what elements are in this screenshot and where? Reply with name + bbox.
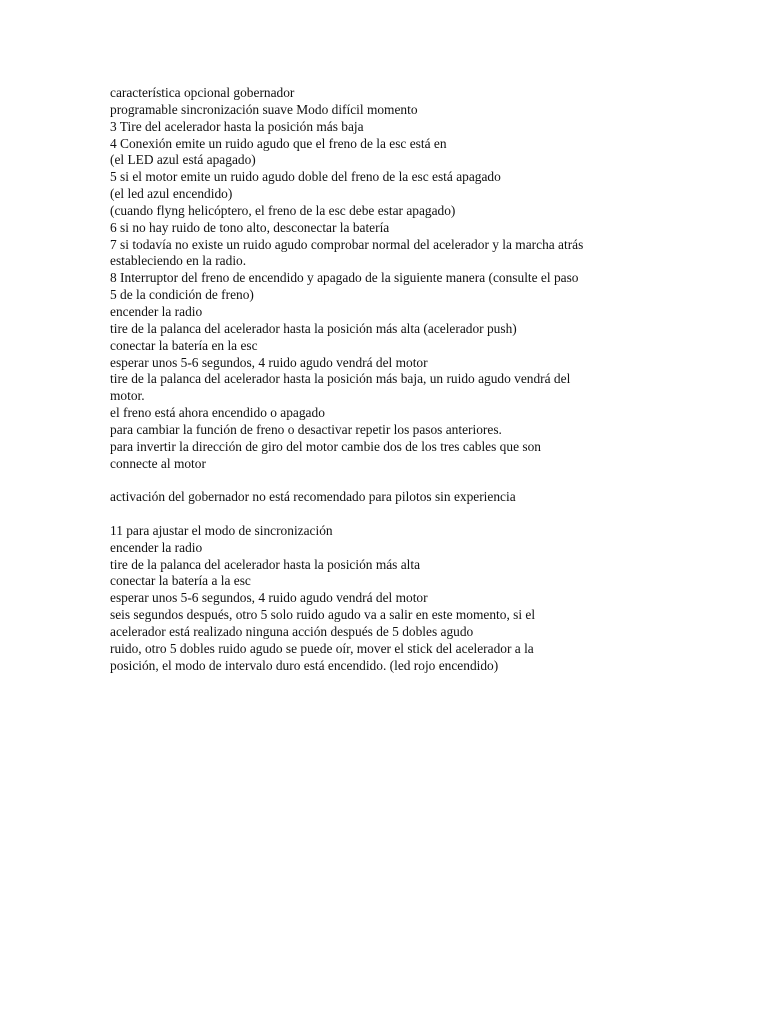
text-line: 3 Tire del acelerador hasta la posición más baja [110,118,364,134]
text-line: connecte al motor [110,455,206,471]
text-line: esperar unos 5-6 segundos, 4 ruido agudo vendrá del motor [110,354,428,370]
text-line: 4 Conexión emite un ruido agudo que el freno de la esc está en [110,135,447,151]
document-body [110,85,690,675]
text-line: 5 de la condición de freno) [110,287,254,303]
text-line: esperar unos 5-6 segundos, 4 ruido agudo vendrá del motor [110,590,428,606]
paragraph-gap [110,472,690,489]
text-line: activación del gobernador no está recomendado para pilotos sin experiencia [110,489,516,505]
text-line: posición, el modo de intervalo duro está encendido. (led rojo encendido) [110,657,499,673]
paragraph [110,85,690,472]
text-line: encender la radio [110,539,203,555]
text-line: 5 si el motor emite un ruido agudo doble del freno de la esc está apagado [110,169,501,185]
text-line: (el LED azul está apagado) [110,152,256,168]
text-line: 8 Interruptor del freno de encendido y apagado de la siguiente manera (consulte el paso [110,270,579,286]
text-line: 7 si todavía no existe un ruido agudo comprobar normal del acelerador y la marcha atrás [110,236,584,252]
paragraph-gap [110,506,690,523]
text-line: motor. [110,388,145,404]
text-line: 11 para ajustar el modo de sincronización [110,522,333,538]
text-line: para cambiar la función de freno o desactivar repetir los pasos anteriores. [110,421,502,437]
text-line: encender la radio [110,303,203,319]
text-line: característica opcional gobernador [110,85,295,100]
text-line: programable sincronización suave Modo difícil momento [110,101,418,117]
text-line: tire de la palanca del acelerador hasta la posición más alta (acelerador push) [110,320,517,336]
text-line: ruido, otro 5 dobles ruido agudo se puede oír, mover el stick del acelerador a la [110,640,534,656]
text-line: tire de la palanca del acelerador hasta la posición más baja, un ruido agudo vendrá del [110,371,571,387]
text-line: tire de la palanca del acelerador hasta la posición más alta [110,556,421,572]
text-line: 6 si no hay ruido de tono alto, desconectar la batería [110,219,390,235]
text-line: seis segundos después, otro 5 solo ruido agudo va a salir en este momento, si el [110,607,536,623]
text-line: conectar la batería en la esc [110,337,258,353]
text-line: el freno está ahora encendido o apagado [110,405,325,421]
text-line: acelerador está realizado ninguna acción después de 5 dobles agudo [110,624,474,639]
text-line: (el led azul encendido) [110,186,233,202]
paragraph [110,489,690,506]
text-line: conectar la batería a la esc [110,573,251,589]
paragraph [110,523,690,675]
text-line: (cuando flyng helicóptero, el freno de la esc debe estar apagado) [110,202,456,218]
text-line: para invertir la dirección de giro del motor cambie dos de los tres cables que son [110,438,541,454]
text-line: estableciendo en la radio. [110,253,247,269]
